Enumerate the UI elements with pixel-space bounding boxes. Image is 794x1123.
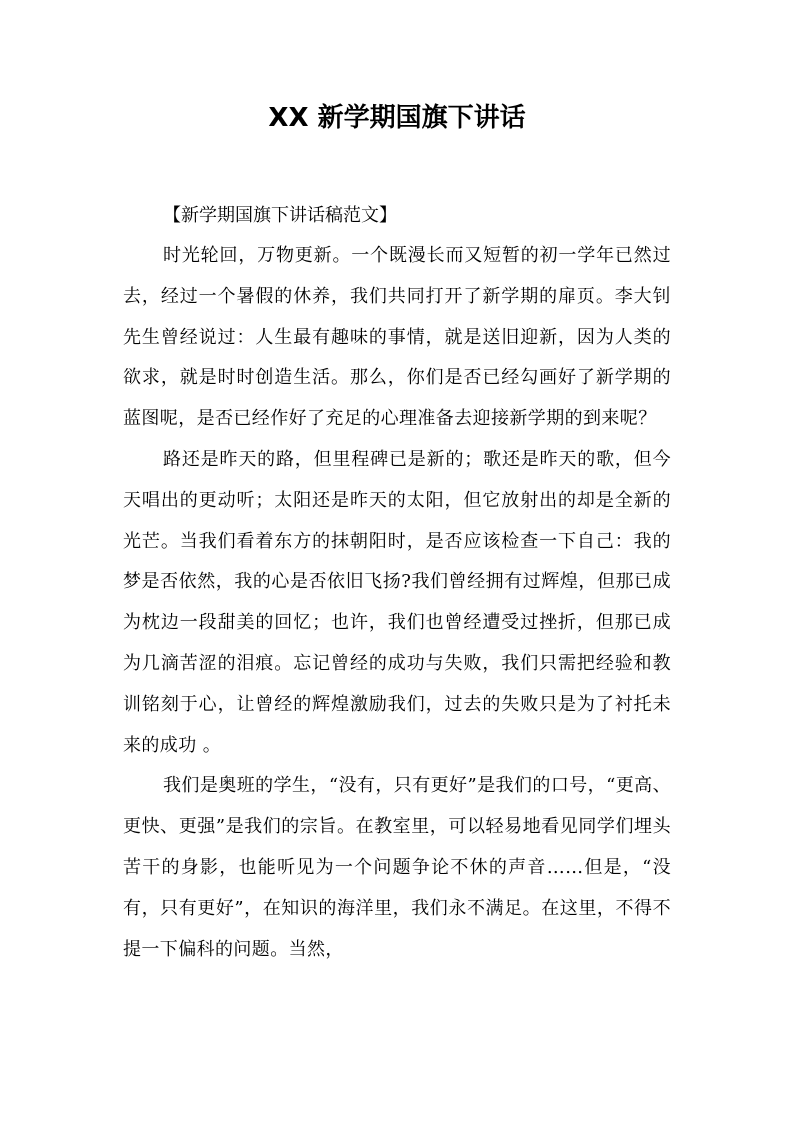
paragraph-3: 我们是奥班的学生，“没有，只有更好”是我们的口号，“更高、更快、更强”是我们的宗旨。在教室里，可以轻易地看见同学们埋头苦干的身影，也能听见为一个问题争论不休的声音……但是，“没有，只有更好”，在知识的海洋里，我们永不满足。在这里，不得不提一下偏科的问题。当然， [123, 775, 671, 960]
section-heading: 【新学期国旗下讲话稿范文】 [163, 205, 397, 226]
page-title: XX 新学期国旗下讲话 [268, 103, 526, 133]
paragraph-2: 路还是昨天的路，但里程碑已是新的；歌还是昨天的歌，但今天唱出的更动听；太阳还是昨天的太阳，但它放射出的却是全新的光芒。当我们看着东方的抹朝阳时，是否应该检查一下自己：我的梦是否依然，我的心是否依旧飞扬?我们曾经拥有过辉煌，但那已成为枕边一段甜美的回忆；也许，我们也曾经遭受过挫折，但那已成为几滴苦涩的泪痕。忘记曾经的成功与失败，我们只需把经验和教训铭刻于心，让曾经的辉煌激励我们，过去的失败只是为了衬托未来的成功 。 [123, 448, 671, 756]
paragraph-1: 时光轮回，万物更新。一个既漫长而又短暂的初一学年已然过去，经过一个暑假的休养，我们共同打开了新学期的扉页。李大钊先生曾经说过：人生最有趣味的事情，就是送旧迎新，因为人类的欲求，就是时时创造生活。那么，你们是否已经勾画好了新学期的蓝图呢，是否已经作好了充足的心理准备去迎接新学期的到来呢？ [123, 245, 671, 430]
document-body [123, 196, 671, 970]
